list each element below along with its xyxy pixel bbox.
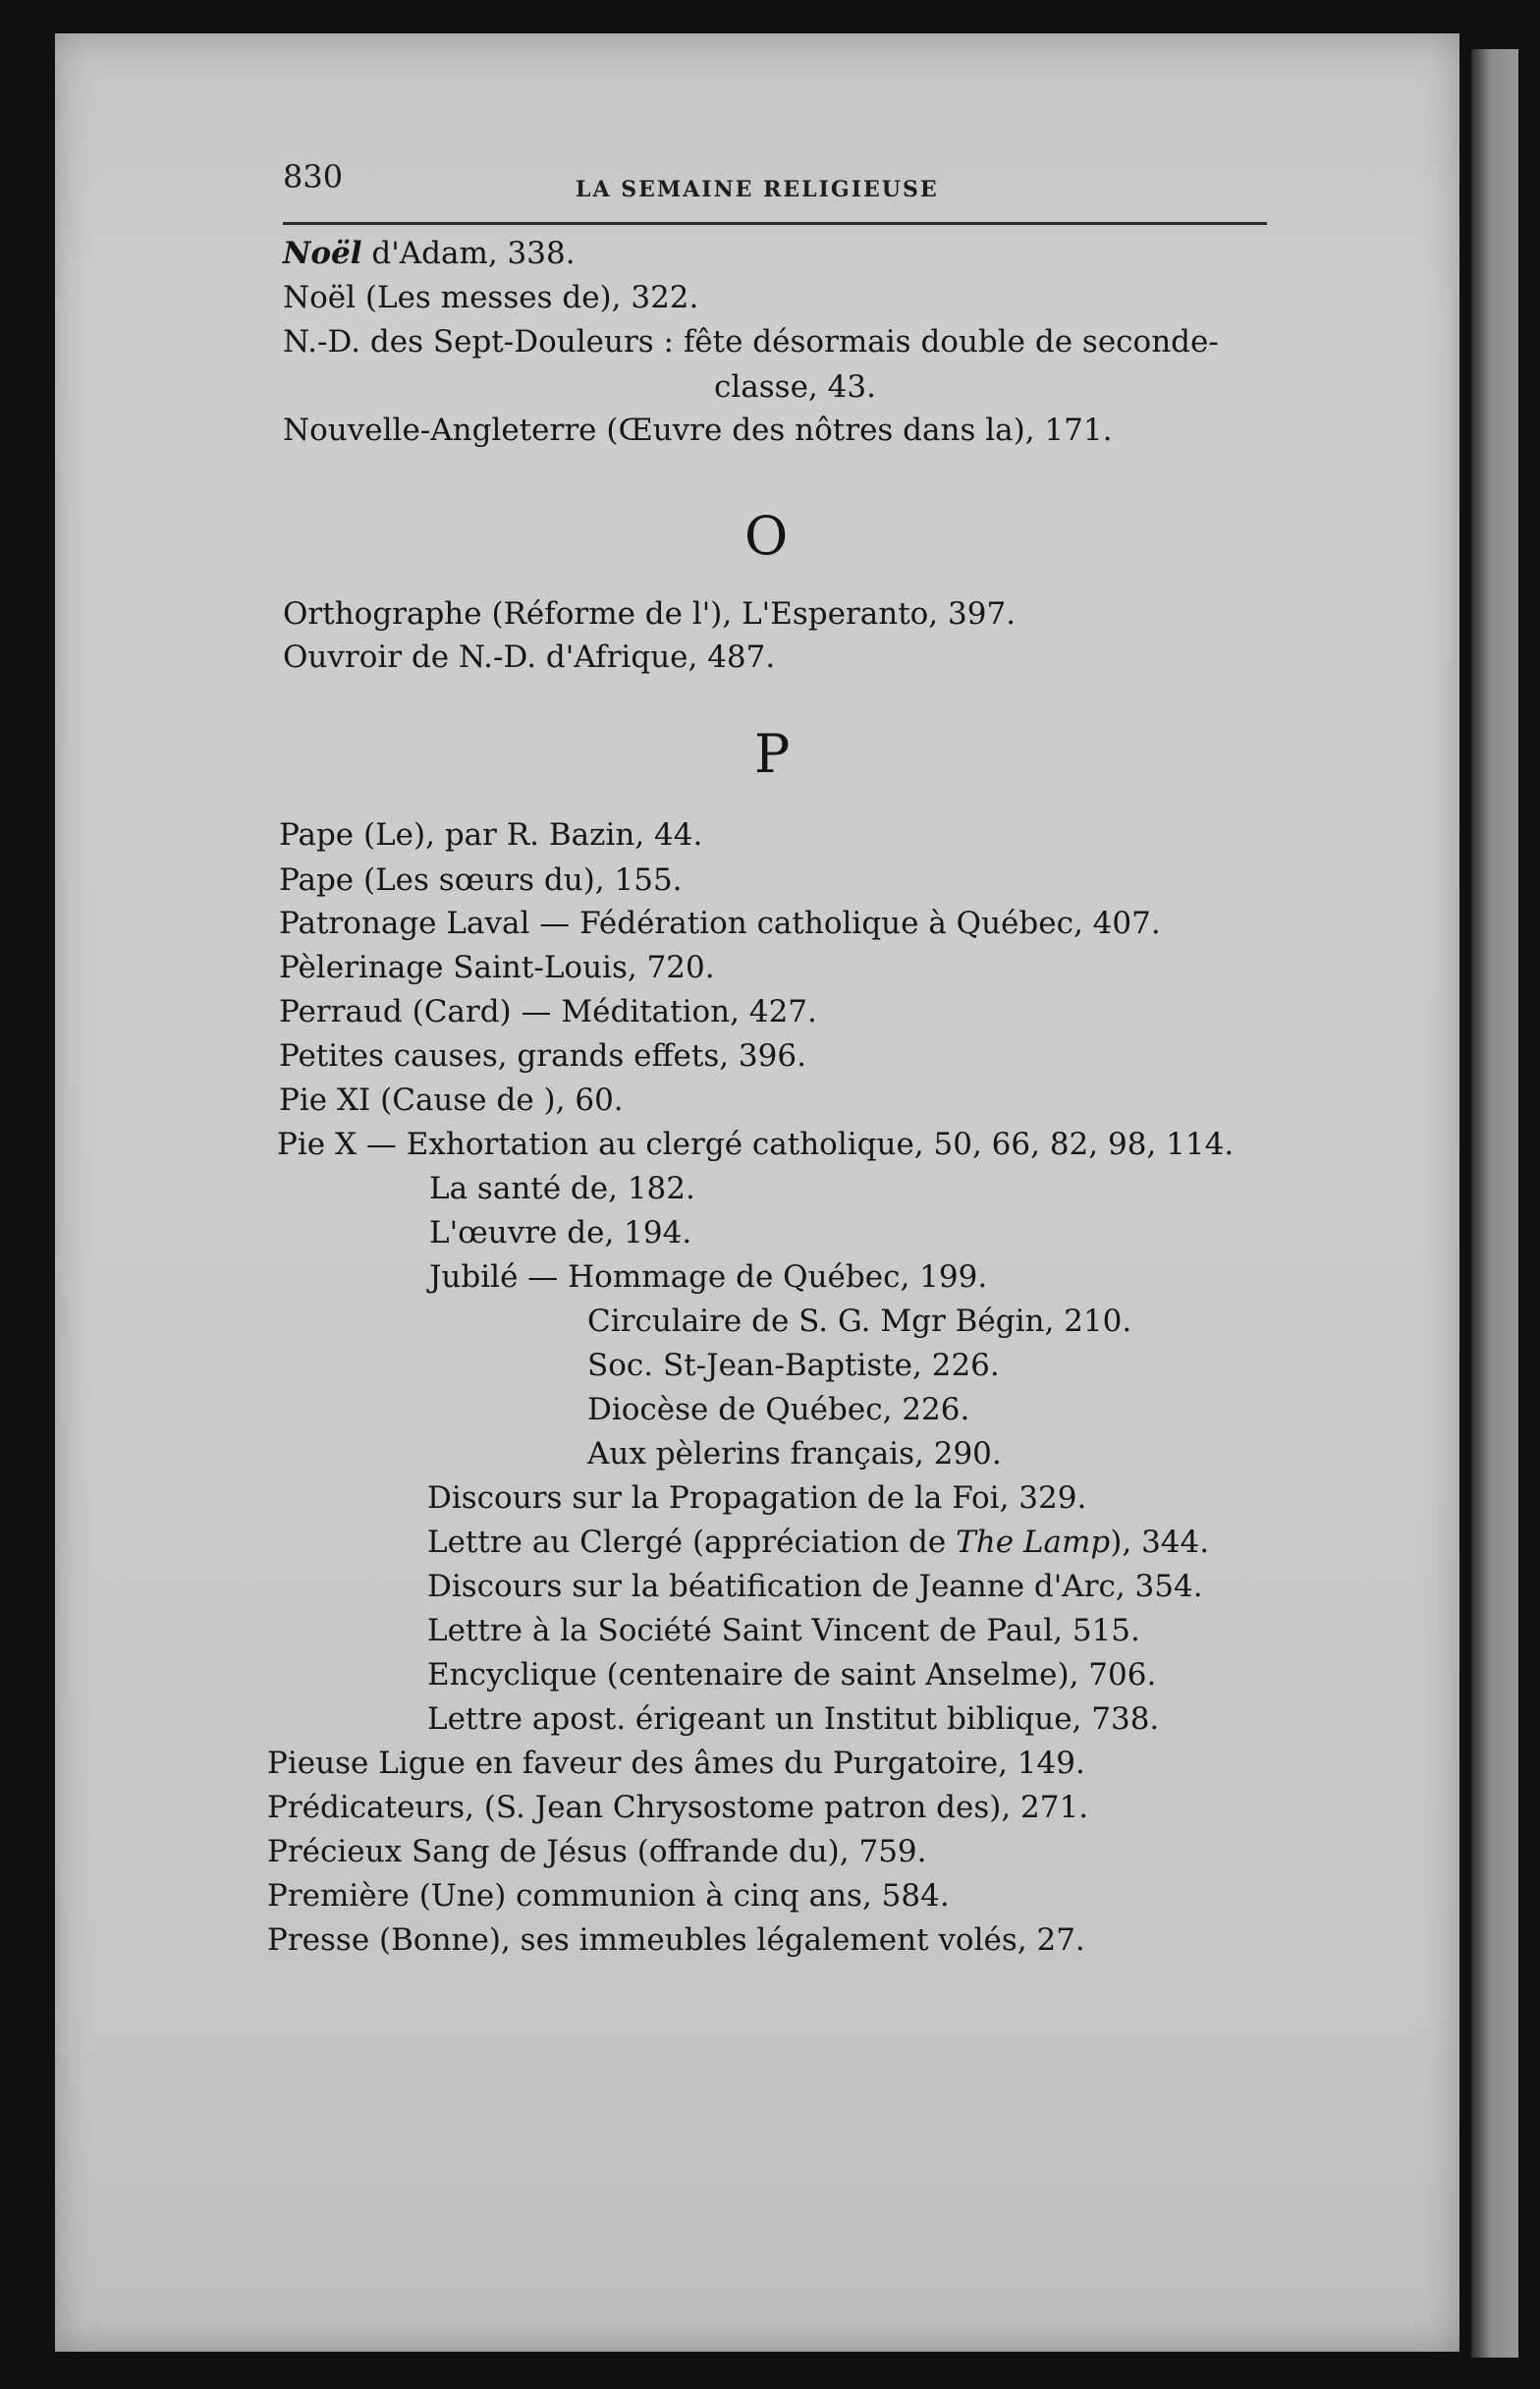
index-entry: Nouvelle-Angleterre (Œuvre des nôtres dans la), 171. — [283, 413, 1113, 448]
running-title: LA SEMAINE RELIGIEUSE — [576, 177, 939, 202]
index-subentry: Lettre apost. érigeant un Institut biblique, 738. — [427, 1701, 1160, 1737]
section-letter-p: P — [754, 723, 791, 785]
index-entry — [283, 234, 576, 273]
index-entry: Pape (Le), par R. Bazin, 44. — [279, 817, 703, 853]
index-subentry — [427, 1523, 1209, 1562]
index-entry: Première (Une) communion à cinq ans, 584. — [267, 1878, 950, 1914]
index-subentry: Discours sur la béatification de Jeanne d'Arc, 354. — [427, 1569, 1203, 1604]
index-subentry: Encyclique (centenaire de saint Anselme), 706. — [427, 1657, 1157, 1693]
index-entry: Pieuse Ligue en faveur des âmes du Purgatoire, 149. — [267, 1746, 1085, 1781]
index-entry: Ouvroir de N.-D. d'Afrique, 487. — [283, 639, 776, 675]
section-letter-o: O — [744, 505, 789, 567]
index-entry: Pape (Les sœurs du), 155. — [279, 862, 683, 898]
index-entry: Patronage Laval — Fédération catholique à Québec, 407. — [279, 906, 1161, 941]
index-subentry: Lettre à la Société Saint Vincent de Paul, 515. — [427, 1613, 1140, 1648]
entry-text: Lettre au Clergé (appréciation de — [427, 1525, 957, 1560]
adjacent-page-edge — [1471, 49, 1518, 2358]
index-entry: Pie X — Exhortation au clergé catholique, 50, 66, 82, 98, 114. — [277, 1127, 1235, 1162]
index-entry: Noël (Les messes de), 322. — [283, 280, 699, 315]
index-subentry: Discours sur la Propagation de la Foi, 329. — [427, 1480, 1087, 1516]
entry-text: ), 344. — [1110, 1525, 1210, 1560]
index-entry: Petites causes, grands effets, 396. — [279, 1038, 806, 1074]
index-subsubentry: Circulaire de S. G. Mgr Bégin, 210. — [587, 1304, 1132, 1339]
index-entry: Pie XI (Cause de ), 60. — [279, 1083, 624, 1118]
index-entry: Précieux Sang de Jésus (offrande du), 759. — [267, 1834, 927, 1869]
index-subsubentry: Soc. St-Jean-Baptiste, 226. — [587, 1348, 1000, 1383]
entry-text: d'Adam, 338. — [361, 236, 576, 271]
page-header — [0, 0, 1540, 236]
entry-lead-italic: Noël — [283, 236, 362, 271]
index-entry: Orthographe (Réforme de l'), L'Esperanto, 397. — [283, 596, 1017, 632]
index-entry: Perraud (Card) — Méditation, 427. — [279, 994, 817, 1029]
page-number: 830 — [283, 158, 344, 195]
index-subentry: Jubilé — Hommage de Québec, 199. — [429, 1259, 988, 1295]
index-entry: Prédicateurs, (S. Jean Chrysostome patron des), 271. — [267, 1790, 1089, 1825]
index-subentry: L'œuvre de, 194. — [429, 1215, 692, 1250]
index-entry-continuation: classe, 43. — [714, 369, 876, 405]
header-rule — [283, 222, 1267, 225]
entry-title-italic: The Lamp — [956, 1525, 1111, 1560]
index-subsubentry: Aux pèlerins français, 290. — [587, 1436, 1002, 1472]
index-entry: N.-D. des Sept-Douleurs : fête désormais double de seconde- — [283, 324, 1219, 360]
index-entry: Presse (Bonne), ses immeubles légalement volés, 27. — [267, 1922, 1085, 1958]
index-subsubentry: Diocèse de Québec, 226. — [587, 1392, 970, 1427]
index-entry: Pèlerinage Saint-Louis, 720. — [279, 950, 715, 985]
index-subentry: La santé de, 182. — [429, 1171, 695, 1206]
